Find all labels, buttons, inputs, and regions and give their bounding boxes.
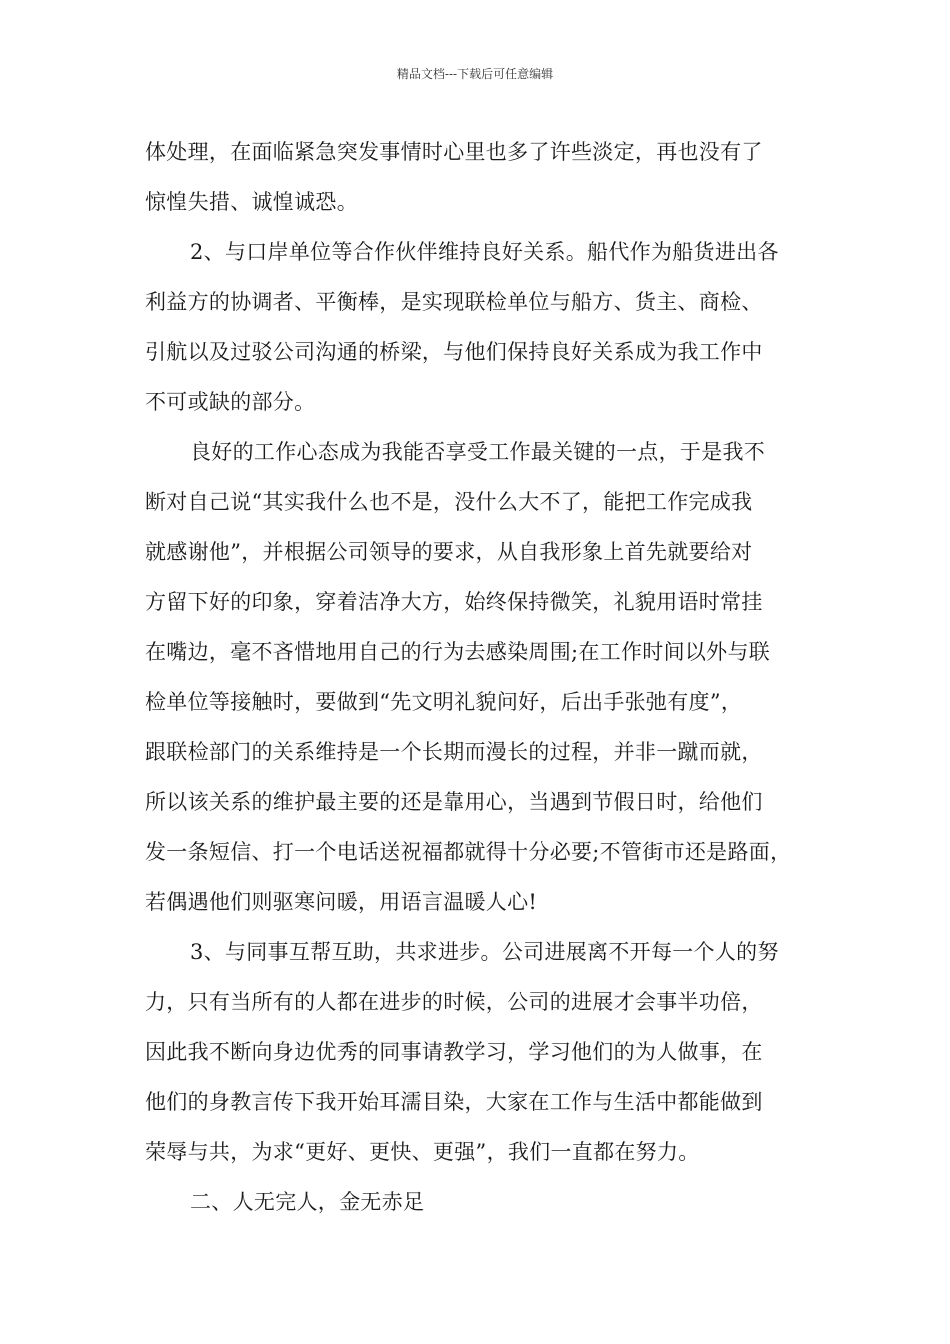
text-line: 他们的身教言传下我开始耳濡目染，大家在工作与生活中都能做到 xyxy=(145,1090,763,1114)
text-line: 良好的工作心态成为我能否享受工作最关键的一点，于是我不 xyxy=(190,440,766,464)
text-line: 检单位等接触时，要做到“先文明礼貌问好，后出手张弛有度”， xyxy=(145,690,743,714)
text-line: 引航以及过驳公司沟通的桥梁，与他们保持良好关系成为我工作中 xyxy=(145,340,763,364)
text-line: 所以该关系的维护最主要的还是靠用心，当遇到节假日时，给他们 xyxy=(145,790,763,814)
text-line: 2、与口岸单位等合作伙伴维持良好关系。船代作为船货进出各 xyxy=(190,240,779,264)
text-line: 体处理，在面临紧急突发事情时心里也多了许些淡定，再也没有了 xyxy=(145,140,763,164)
text-line: 就感谢他”，并根据公司领导的要求，从自我形象上首先就要给对 xyxy=(145,540,753,564)
text-line: 发一条短信、打一个电话送祝福都就得十分必要;不管街市还是路面， xyxy=(145,840,792,864)
text-line: 因此我不断向身边优秀的同事请教学习，学习他们的为人做事，在 xyxy=(145,1040,763,1064)
body-text xyxy=(145,127,817,1227)
text-line: 方留下好的印象，穿着洁净大方，始终保持微笑，礼貌用语时常挂 xyxy=(145,590,763,614)
text-line: 在嘴边，毫不吝惜地用自己的行为去感染周围;在工作时间以外与联 xyxy=(145,640,771,664)
text-line: 若偶遇他们则驱寒问暖，用语言温暖人心! xyxy=(145,890,538,914)
page-header: 精品文档---下载后可任意编辑 xyxy=(396,67,554,81)
text-line: 二、人无完人，金无赤足 xyxy=(190,1190,425,1214)
text-line: 断对自己说“其实我什么也不是，没什么大不了，能把工作完成我 xyxy=(145,490,753,514)
text-line: 荣辱与共，为求“更好、更快、更强”，我们一直都在努力。 xyxy=(145,1140,700,1164)
text-line: 利益方的协调者、平衡棒，是实现联检单位与船方、货主、商检、 xyxy=(145,290,763,314)
text-line: 力，只有当所有的人都在进步的时候，公司的进展才会事半功倍， xyxy=(145,990,763,1014)
text-line: 不可或缺的部分。 xyxy=(145,390,316,414)
text-line: 3、与同事互帮互助，共求进步。公司进展离不开每一个人的努 xyxy=(190,940,779,964)
text-line: 惊惶失措、诚惶诚恐。 xyxy=(145,190,358,214)
text-line: 跟联检部门的关系维持是一个长期而漫长的过程，并非一蹴而就， xyxy=(145,740,763,764)
